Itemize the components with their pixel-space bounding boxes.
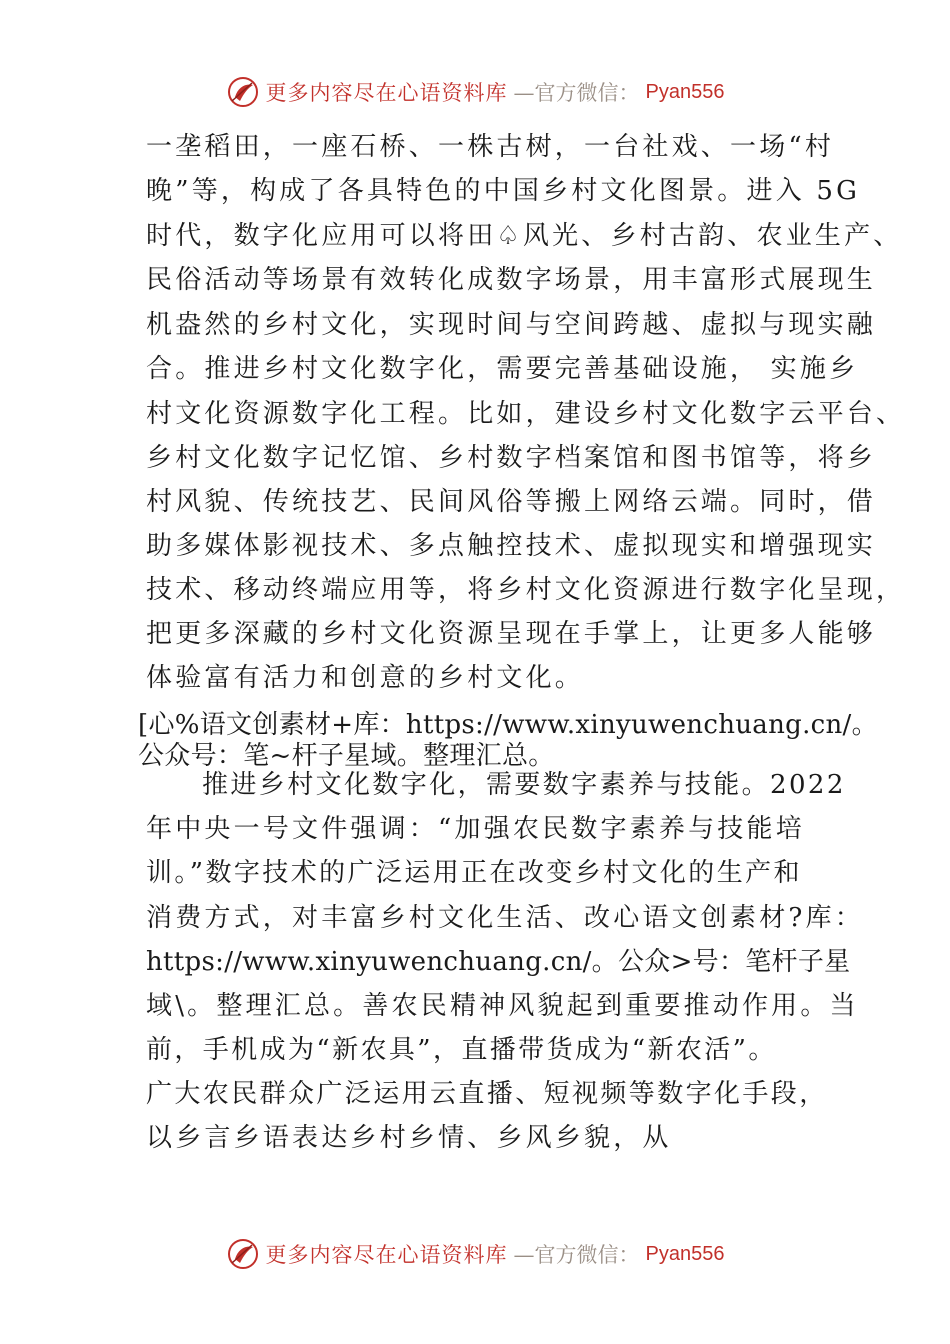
text-line: 技术、移动终端应用等，将乡村文化资源进行数字化呈现， [146,575,906,605]
banner-wechat-label: —官方微信： [513,81,640,105]
text-line: 前，手机成为“新农具”，直播带货成为“新农活”。 [146,1035,777,1065]
text-line: 消费方式，对丰富乡村文化生活、改心语文创素材?库： [146,903,864,933]
text-line: 时代，数字化应用可以将田♤风光、乡村古韵、农业生产、 [146,221,903,251]
logo-icon [226,75,260,109]
text-line: 晚”等，构成了各具特色的中国乡村文化图景。进入 5G [146,176,861,206]
text-line: 一垄稻田，一座石桥、一株古树，一台社戏、一场“村 [146,132,835,162]
text-line: 把更多深藏的乡村文化资源呈现在手掌上，让更多人能够 [146,619,877,649]
banner-title: 更多内容尽在心语资料库 [265,1243,508,1267]
text-line: 广大农民群众广泛运用云直播、短视频等数字化手段， [146,1079,828,1109]
text-line-source: [心%语文创素材+库：https://www.xinyuwenchuang.cn/。 [138,710,878,740]
text-line: 域\。整理汇总。善农民精神风貌起到重要推动作用。当 [146,991,859,1021]
footer-watermark [0,1232,950,1276]
text-line: 机盎然的乡村文化，实现时间与空间跨越、虚拟与现实融 [146,310,877,340]
text-line: 合。推进乡村文化数字化，需要完善基础设施， 实施乡 [146,354,859,384]
text-line: 民俗活动等场景有效转化成数字场景，用丰富形式展现生 [146,265,877,295]
text-line-source: 公众号：笔~杆子星域。整理汇总。 [138,741,555,771]
banner-wechat-id: Pyan556 [645,1242,725,1265]
header-watermark [0,70,950,114]
text-line: https://www.xinyuwenchuang.cn/。公众>号：笔杆子星 [146,947,851,977]
text-line: 训。”数字技术的广泛运用正在改变乡村文化的生产和 [146,858,802,888]
banner-wechat-id: Pyan556 [645,80,725,103]
text-line: 乡村文化数字记忆馆、乡村数字档案馆和图书馆等，将乡 [146,443,877,473]
text-line: 村风貌、传统技艺、民间风俗等搬上网络云端。同时，借 [146,487,877,517]
text-line-paragraph-start: 推进乡村文化数字化，需要数字素养与技能。2022 [202,770,846,800]
text-line: 助多媒体影视技术、多点触控技术、虚拟现实和增强现实 [146,531,877,561]
banner-title: 更多内容尽在心语资料库 [265,81,508,105]
text-line: 以乡言乡语表达乡村乡情、乡风乡貌，从 [146,1123,672,1153]
logo-icon [226,1237,260,1271]
text-line: 体验富有活力和创意的乡村文化。 [146,663,585,693]
text-line: 年中央一号文件强调：“加强农民数字素养与技能培 [146,814,805,844]
text-line: 村文化资源数字化工程。比如，建设乡村文化数字云平台、 [146,399,906,429]
banner-wechat-label: —官方微信： [513,1243,640,1267]
